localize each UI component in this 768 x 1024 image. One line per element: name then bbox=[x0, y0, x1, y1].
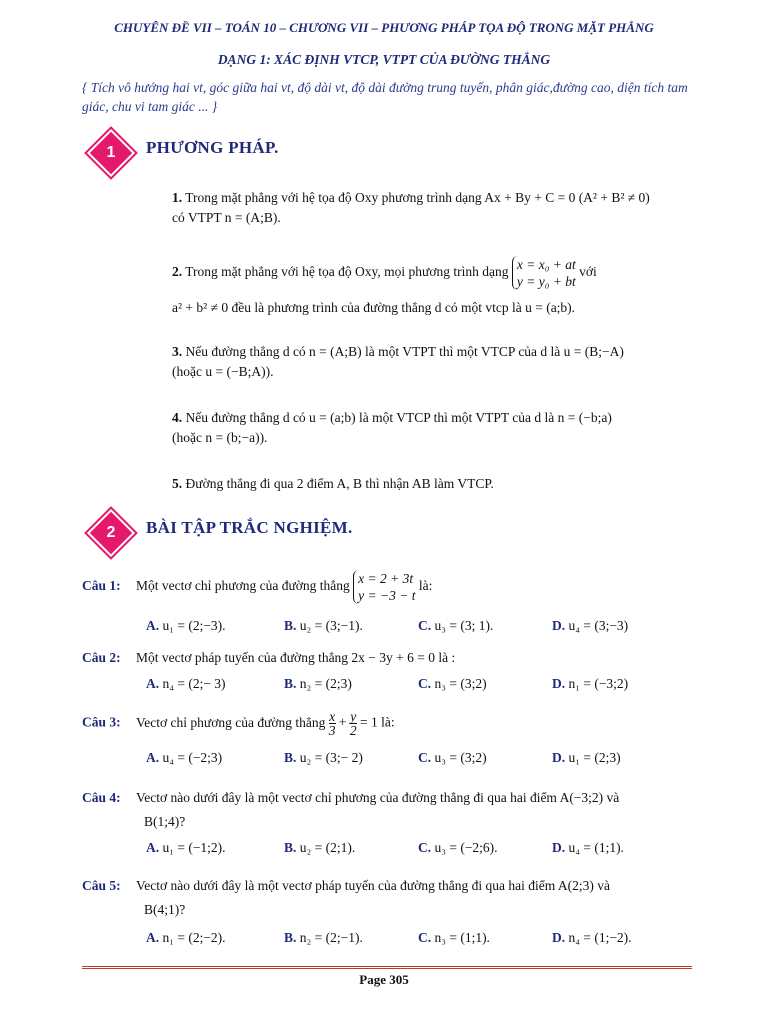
method-2: 2. Trong mặt phẳng với hệ tọa độ Oxy, mọi phương trình dạng x = x₀ + at y = y₀ + bt với a² + b² ≠ 0 đều là phương trình của đường thẳng d có một vtcp là u = (a;b). bbox=[172, 257, 597, 315]
footer-rule bbox=[82, 966, 692, 969]
chapter-title: CHUYÊN ĐỀ VII – TOÁN 10 – CHƯƠNG VII – PHƯƠNG PHÁP TỌA ĐỘ TRONG MẶT PHẲNG bbox=[114, 20, 654, 35]
q2-option-d[interactable]: D. n₁ = (−3;2) bbox=[552, 676, 629, 691]
q3-option-c[interactable]: C. u₃ = (3;2) bbox=[418, 750, 487, 765]
lesson-title: DẠNG 1: XÁC ĐỊNH VTCP, VTPT CỦA ĐƯỜNG THẲNG bbox=[217, 52, 551, 67]
param-system: x = x₀ + at y = y₀ + bt bbox=[512, 256, 576, 290]
q2-option-c[interactable]: C. n₃ = (3;2) bbox=[418, 676, 487, 691]
q1-option-b[interactable]: B. u₂ = (3;−1). bbox=[284, 618, 363, 633]
section-2-number: 2 bbox=[106, 524, 116, 541]
q5-option-b[interactable]: B. n₂ = (2;−1). bbox=[284, 930, 363, 945]
question-4: Câu 4: Vectơ nào dưới đây là một vectơ chỉ phương của đường thẳng đi qua hai điểm A(−3;2) và B(1;4)? bbox=[82, 790, 620, 829]
q4-option-a[interactable]: A. u₁ = (−1;2). bbox=[146, 840, 226, 855]
q1-option-a[interactable]: A. u₁ = (2;−3). bbox=[146, 618, 226, 633]
method-4: 4. Nếu đường thẳng d có u = (a;b) là một VTCP thì một VTPT của d là n = (−b;a) (hoặc n = (b;−a)). bbox=[172, 410, 612, 445]
q2-option-a[interactable]: A. n₄ = (2;− 3) bbox=[146, 676, 226, 691]
q4-option-d[interactable]: D. u₄ = (1;1). bbox=[552, 840, 624, 855]
scope-note: { Tích vô hướng hai vt, góc giữa hai vt, độ dài vt, độ dài đường trung tuyến, phân giác,đường cao, diện tích tam giác, chu vi tam giác ... } bbox=[82, 80, 688, 114]
question-1: Câu 1: Một vectơ chỉ phương của đường thẳng x = 2 + 3t y = −3 − t là: bbox=[82, 571, 433, 603]
page-number: Page 305 bbox=[359, 972, 409, 987]
q3-option-a[interactable]: A. u₄ = (−2;3) bbox=[146, 750, 223, 765]
question-3: Câu 3: Vectơ chỉ phương của đường thẳng $\frac{x}{3}$ + $\frac{y}{2}$ = 1 là: bbox=[82, 709, 395, 738]
section-1-title: PHƯƠNG PHÁP. bbox=[146, 138, 279, 157]
q3-option-d[interactable]: D. u₁ = (2;3) bbox=[552, 750, 621, 765]
q5-option-c[interactable]: C. n₃ = (1;1). bbox=[418, 930, 490, 945]
q3-option-b[interactable]: B. u₂ = (3;− 2) bbox=[284, 750, 363, 765]
section-2-title: BÀI TẬP TRẮC NGHIỆM. bbox=[146, 518, 353, 537]
question-2: Câu 2: Một vectơ pháp tuyến của đường thẳng 2x − 3y + 6 = 0 là : bbox=[82, 650, 456, 665]
q5-option-a[interactable]: A. n₁ = (2;−2). bbox=[146, 930, 226, 945]
method-5: 5. Đường thẳng đi qua 2 điểm A, B thì nhận AB làm VTCP. bbox=[172, 476, 494, 491]
fraction-y: $\frac{y}{2}$ bbox=[349, 709, 357, 738]
q5-option-d[interactable]: D. n₄ = (1;−2). bbox=[552, 930, 632, 945]
param-system: x = 2 + 3t y = −3 − t bbox=[353, 570, 415, 604]
fraction-x: $\frac{x}{3}$ bbox=[328, 709, 336, 738]
q4-option-b[interactable]: B. u₂ = (2;1). bbox=[284, 840, 356, 855]
method-3: 3. Nếu đường thẳng d có n = (A;B) là một VTPT thì một VTCP của d là u = (B;−A) (hoặc u = (−B;A)). bbox=[172, 344, 624, 379]
q1-option-d[interactable]: D. u₄ = (3;−3) bbox=[552, 618, 629, 633]
q1-option-c[interactable]: C. u₃ = (3; 1). bbox=[418, 618, 494, 633]
method-1: 1. Trong mặt phẳng với hệ tọa độ Oxy phương trình dạng Ax + By + C = 0 (A² + B² ≠ 0) có VTPT n = (A;B). bbox=[172, 190, 650, 225]
section-1-badge bbox=[86, 128, 136, 178]
q4-option-c[interactable]: C. u₃ = (−2;6). bbox=[418, 840, 498, 855]
q2-option-b[interactable]: B. n₂ = (2;3) bbox=[284, 676, 352, 691]
section-2-badge bbox=[86, 508, 136, 558]
question-5: Câu 5: Vectơ nào dưới đây là một vectơ pháp tuyến của đường thẳng đi qua hai điểm A(2;3) và B(4;1)? bbox=[82, 878, 610, 917]
section-1-number: 1 bbox=[106, 144, 116, 161]
